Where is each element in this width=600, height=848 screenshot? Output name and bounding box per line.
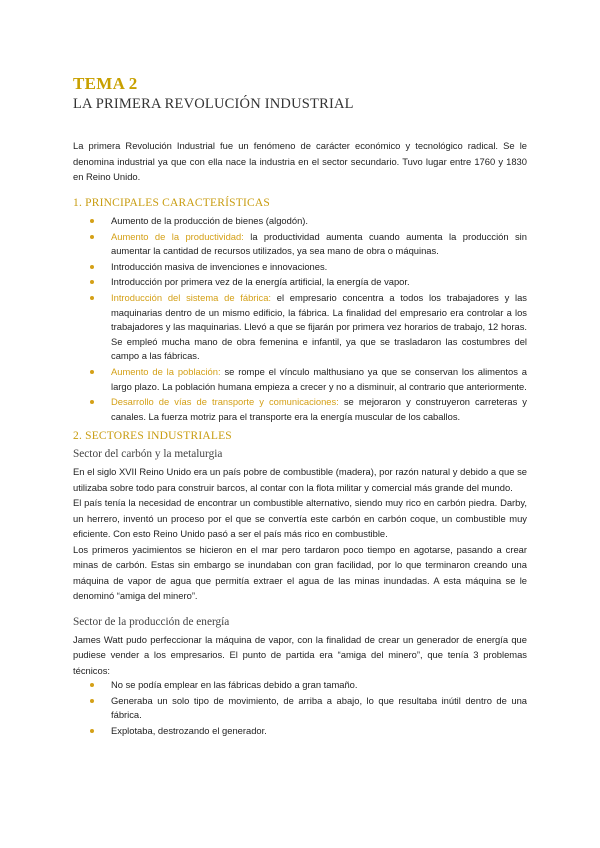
bullet-icon <box>90 280 94 284</box>
list-item: Aumento de la producción de bienes (algodón). <box>73 214 527 229</box>
coal-paragraph: En el siglo XVII Reino Unido era un país pobre de combustible (madera), por razón natural y debido a que se utilizaba sobre todo para construir barcos, al contar con la flota militar y comercial más grande del mundo. <box>73 466 527 493</box>
list-item: Desarrollo de vías de transporte y comunicaciones: se mejoraron y construyeron carreteras y canales. La fuerza motriz para el transporte era la energía muscular de los caballos. <box>73 395 527 424</box>
bullet-icon <box>90 296 94 300</box>
list-item: Aumento de la productividad: la productividad aumenta cuando aumenta la producción sin aumentar la cantidad de recursos utilizados, ya sea mano de obra o máquinas. <box>73 230 527 259</box>
bullet-icon <box>90 370 94 374</box>
coal-text <box>73 464 527 604</box>
section-characteristics <box>73 197 527 425</box>
bullet-icon <box>90 729 94 733</box>
list-item: Explotaba, destrozando el generador. <box>73 724 527 739</box>
intro-paragraph: La primera Revolución Industrial fue un fenómeno de carácter económico y tecnológico radical. Se le denomina industrial ya que con ella nace la industria en el sector secundario. Tuvo lugar entre 1760 y 1830 en Reino Unido. <box>73 140 527 182</box>
characteristics-list <box>73 214 527 424</box>
subsection-title-coal: Sector del carbón y la metalurgia <box>73 448 223 460</box>
intro-block <box>73 138 527 185</box>
bullet-icon <box>90 699 94 703</box>
section-sectors <box>73 430 527 739</box>
list-item: Introducción masiva de invenciones e innovaciones. <box>73 260 527 275</box>
section-heading-1: 1. PRINCIPALES CARACTERÍSTICAS <box>73 197 270 209</box>
energy-paragraph: James Watt pudo perfeccionar la máquina de vapor, con la finalidad de crear un generador de energía que pudiese vender a los empresarios. El punto de partida era “amiga del minero”, que tenía 3 problemas técnicos: <box>73 633 527 676</box>
bullet-icon <box>90 400 94 404</box>
coal-paragraph: Los primeros yacimientos se hicieron en el mar pero tardaron poco tiempo en agotarse, pasando a crear minas de carbón. Estas sin embargo se inundaban con gran facilidad, por lo que terminaron creando una máquina de vapor de agua que permitía extraer el agua de las minas inundadas. A esta máquina se le denominó “amiga del minero”. <box>73 543 527 601</box>
bullet-icon <box>90 235 94 239</box>
list-item: Introducción por primera vez de la energía artificial, la energía de vapor. <box>73 275 527 290</box>
document-title: LA PRIMERA REVOLUCIÓN INDUSTRIAL <box>73 96 354 112</box>
energy-problems-list <box>73 678 527 738</box>
list-item: Generaba un solo tipo de movimiento, de arriba a abajo, lo que resultaba inútil dentro de una fábrica. <box>73 694 527 723</box>
bullet-icon <box>90 683 94 687</box>
bullet-icon <box>90 219 94 223</box>
list-item: No se podía emplear en las fábricas debido a gran tamaño. <box>73 678 527 693</box>
subsection-title-energy: Sector de la producción de energía <box>73 615 230 628</box>
section-heading-2: 2. SECTORES INDUSTRIALES <box>73 430 232 442</box>
bullet-icon <box>90 265 94 269</box>
tema-label: TEMA 2 <box>73 74 138 93</box>
list-item: Introducción del sistema de fábrica: el empresario concentra a todos los trabajadores y las maquinarias dentro de un mismo edificio, la fábrica. La finalidad del empresario era controlar a los trabajadores y las maquinarias. Llevó a que se fijarán por primera vez horarios de trabajo, 12 horas. Se empleó mucha mano de obra femenina e infantil, ya que se trasladaron las costumbres del campo a las fábricas. <box>73 291 527 364</box>
list-item: Aumento de la población: se rompe el vínculo malthusiano ya que se conservan los alimentos a largo plazo. La población humana empieza a crecer y no a disminuir, al contrario que anteriormente. <box>73 365 527 394</box>
coal-paragraph: El país tenía la necesidad de encontrar un combustible alternativo, siendo muy rico en carbón piedra. Darby, un herrero, inventó un proceso por el que se convertía este carbón en carbón coque, un combustible muy eficiente. Con esto Reino Unido pasó a ser el país más rico en combustible. <box>73 497 527 539</box>
